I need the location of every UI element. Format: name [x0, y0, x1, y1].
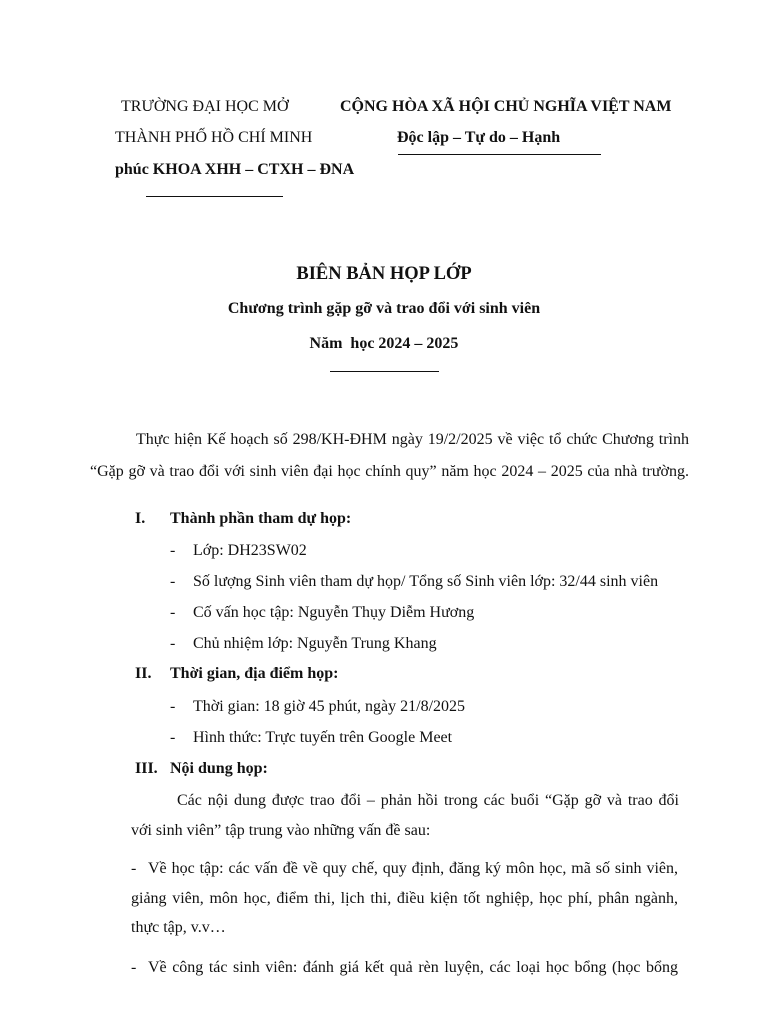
title-underline: [330, 371, 439, 372]
content-paragraph-line-1: Các nội dung được trao đổi – phản hồi trong các buổi “Gặp gỡ và trao đổi: [177, 792, 679, 809]
student-work-line-1: Về công tác sinh viên: đánh giá kết quả rèn luyện, các loại học bổng (học bổng: [148, 959, 678, 976]
section-1-numeral: I.: [135, 510, 146, 527]
study-line-3: thực tập, v.v…: [131, 919, 226, 936]
bullet-dash: -: [131, 959, 137, 976]
intro-line-1: Thực hiện Kế hoạch số 298/KH-ĐHM ngày 19/2/2025 về việc tổ chức Chương trình: [136, 431, 689, 448]
bullet-dash: -: [170, 729, 176, 746]
bullet-dash: -: [170, 698, 176, 715]
study-line-2: giảng viên, môn học, điểm thi, lịch thi, điều kiện tốt nghiệp, học phí, phân ngành,: [131, 890, 678, 907]
study-line-1: Về học tập: các vấn đề về quy chế, quy định, đăng ký môn học, mã số sinh viên,: [148, 860, 678, 877]
country-motto: Độc lập – Tự do – Hạnh: [397, 129, 561, 146]
document-title: BIÊN BẢN HỌP LỚP: [296, 264, 472, 284]
list-item-advisor: Cố vấn học tập: Nguyễn Thụy Diễm Hương: [193, 604, 475, 621]
section-3-heading: Nội dung họp:: [170, 760, 268, 777]
bullet-dash: -: [131, 860, 137, 877]
document-year: Năm học 2024 – 2025: [309, 335, 459, 352]
list-item-attendance: Số lượng Sinh viên tham dự họp/ Tổng số Sinh viên lớp: 32/44 sinh viên: [193, 573, 659, 590]
bullet-dash: -: [170, 542, 176, 559]
list-item-format: Hình thức: Trực tuyến trên Google Meet: [193, 729, 453, 746]
university-name-line2: THÀNH PHỐ HỒ CHÍ MINH: [115, 129, 313, 146]
bullet-dash: -: [170, 635, 176, 652]
section-2-heading: Thời gian, địa điểm họp:: [170, 665, 339, 682]
left-header-underline: [146, 196, 283, 197]
right-header-underline: [398, 154, 601, 155]
intro-line-2: “Gặp gỡ và trao đổi với sinh viên đại học chính quy” năm học 2024 – 2025 của nhà trường.: [90, 463, 689, 480]
bullet-dash: -: [170, 604, 176, 621]
section-3-numeral: III.: [135, 760, 158, 777]
list-item-time: Thời gian: 18 giờ 45 phút, ngày 21/8/2025: [193, 698, 466, 715]
section-2-numeral: II.: [135, 665, 152, 682]
country-name: CỘNG HÒA XÃ HỘI CHỦ NGHĨA VIỆT NAM: [340, 98, 672, 115]
bullet-dash: -: [170, 573, 176, 590]
content-paragraph-line-2: với sinh viên” tập trung vào những vấn đề sau:: [131, 822, 431, 839]
faculty-name: phúc KHOA XHH – CTXH – ĐNA: [115, 161, 355, 178]
section-1-heading: Thành phần tham dự họp:: [170, 510, 352, 527]
document-subtitle: Chương trình gặp gỡ và trao đổi với sinh viên: [227, 300, 541, 317]
list-item-homeroom: Chủ nhiệm lớp: Nguyễn Trung Khang: [193, 635, 437, 652]
list-item-class: Lớp: DH23SW02: [193, 542, 307, 559]
university-name-line1: TRƯỜNG ĐẠI HỌC MỞ: [121, 98, 289, 115]
